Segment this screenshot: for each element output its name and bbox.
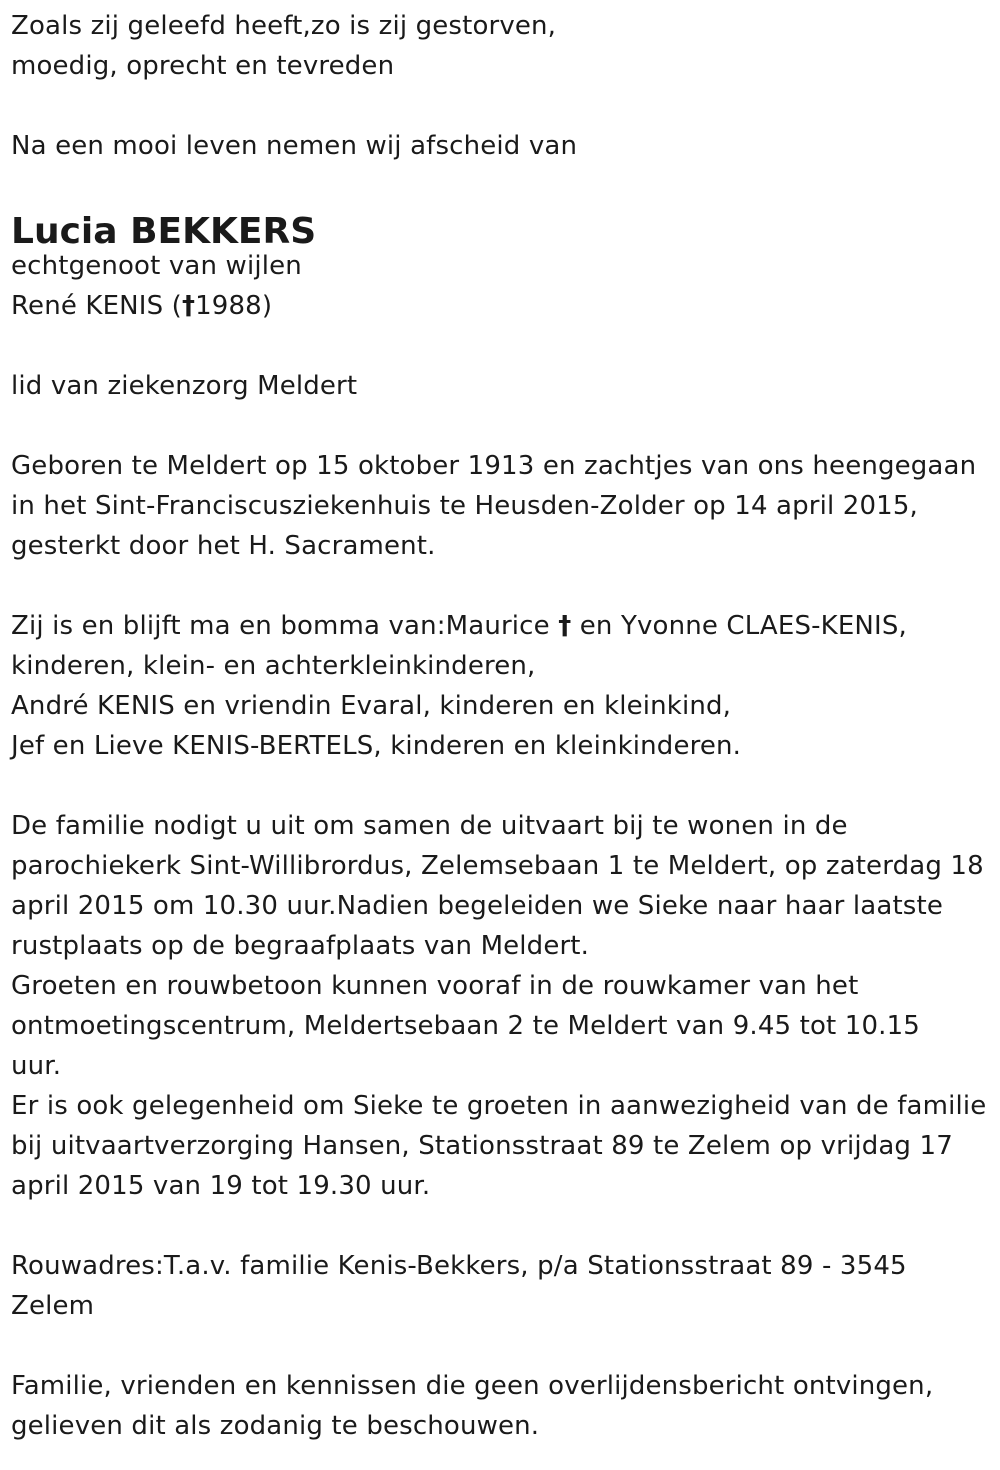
spouse-name-line	[11, 286, 996, 326]
family-line-1-start: Zij is en blijft ma en bomma van:Maurice	[11, 611, 559, 641]
cross-icon: †	[558, 611, 572, 641]
funeral-line-4: rustplaats op de begraafplaats van Meldert.	[11, 931, 590, 961]
membership-text: lid van ziekenzorg Meldert	[11, 371, 358, 401]
birth-death-line-2: in het Sint-Franciscusziekenhuis te Heusden-Zolder op 14 april 2015,	[11, 491, 918, 521]
intro-text: Na een mooi leven nemen wij afscheid van	[11, 131, 578, 161]
family-line-1	[11, 606, 996, 646]
deceased-name: Lucia BEKKERS	[11, 211, 317, 252]
spacer	[11, 166, 996, 206]
spacer	[11, 1326, 996, 1366]
family-line-3: André KENIS en vriendin Evaral, kinderen en kleinkind,	[11, 691, 732, 721]
family-line-1-end: en Yvonne CLAES-KENIS,	[571, 611, 907, 641]
spacer	[11, 326, 996, 366]
funeral-line-2: parochiekerk Sint-Willibrordus, Zelemsebaan 1 te Meldert, op zaterdag 18	[11, 851, 984, 881]
birth-death-line-1: Geboren te Meldert op 15 oktober 1913 en zachtjes van ons heengegaan	[11, 451, 977, 481]
family-line-2: kinderen, klein- en achterkleinkinderen,	[11, 651, 536, 681]
motto-line-2: moedig, oprecht en tevreden	[11, 51, 395, 81]
spouse-death-year: 1988)	[195, 291, 273, 321]
spouse-name: René KENIS (	[11, 291, 182, 321]
spacer	[11, 766, 996, 806]
spacer	[11, 86, 996, 126]
funeral-line-6: ontmoetingscentrum, Meldertsebaan 2 te Meldert van 9.45 tot 10.15	[11, 1011, 920, 1041]
spacer	[11, 566, 996, 606]
family-line-4: Jef en Lieve KENIS-BERTELS, kinderen en kleinkinderen.	[11, 731, 742, 761]
funeral-line-1: De familie nodigt u uit om samen de uitvaart bij te wonen in de	[11, 811, 848, 841]
funeral-line-9: bij uitvaartverzorging Hansen, Stationsstraat 89 te Zelem op vrijdag 17	[11, 1131, 953, 1161]
funeral-line-5: Groeten en rouwbetoon kunnen vooraf in de rouwkamer van het	[11, 971, 859, 1001]
address-line-1: Rouwadres:T.a.v. familie Kenis-Bekkers, p/a Stationsstraat 89 - 3545	[11, 1251, 907, 1281]
spacer	[11, 1206, 996, 1246]
closing-line-2: gelieven dit als zodanig te beschouwen.	[11, 1411, 540, 1441]
address-line-2: Zelem	[11, 1291, 95, 1321]
spouse-label: echtgenoot van wijlen	[11, 251, 302, 281]
funeral-line-7: uur.	[11, 1051, 62, 1081]
spacer	[11, 406, 996, 446]
funeral-line-10: april 2015 van 19 tot 19.30 uur.	[11, 1171, 431, 1201]
closing-line-1: Familie, vrienden en kennissen die geen overlijdensbericht ontvingen,	[11, 1371, 934, 1401]
funeral-line-8: Er is ook gelegenheid om Sieke te groeten in aanwezigheid van de familie	[11, 1091, 987, 1121]
obituary-notice	[11, 6, 996, 1446]
birth-death-line-3: gesterkt door het H. Sacrament.	[11, 531, 436, 561]
cross-icon: †	[181, 291, 196, 321]
funeral-line-3: april 2015 om 10.30 uur.Nadien begeleiden we Sieke naar haar laatste	[11, 891, 943, 921]
motto-line-1: Zoals zij geleefd heeft,zo is zij gestorven,	[11, 11, 557, 41]
